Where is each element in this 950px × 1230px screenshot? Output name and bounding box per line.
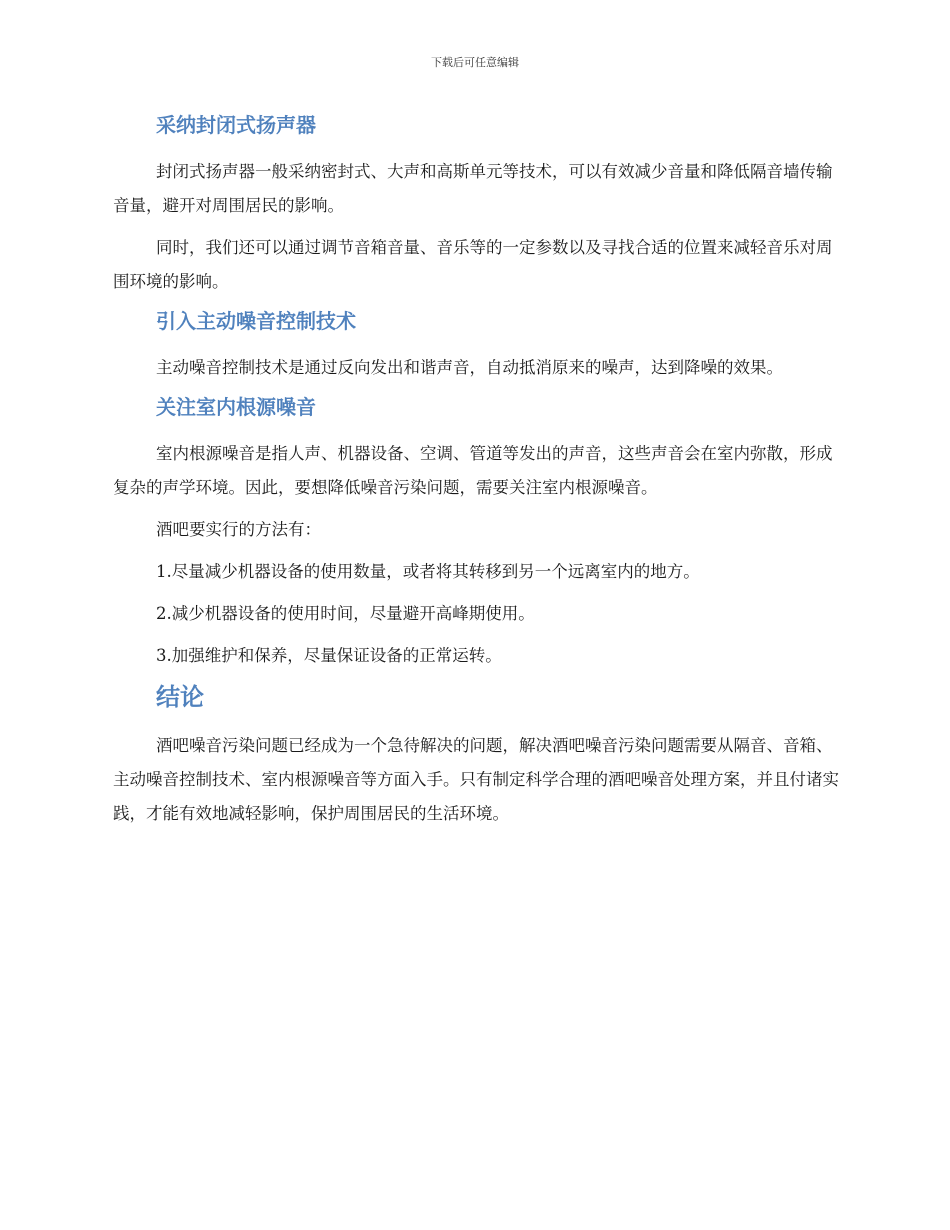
list-item: 2.减少机器设备的使用时间，尽量避开高峰期使用。: [156, 604, 535, 623]
paragraph: 酒吧噪音污染问题已经成为一个急待解决的问题，解决酒吧噪音污染问题需要从隔音、音箱、主动噪音控制技术、室内根源噪音等方面入手。只有制定科学合理的酒吧噪音处理方案，并且付诸实践，才能有效地减轻影响，保护周围居民的生活环境。: [113, 736, 839, 823]
section-heading-enclosed-speakers: 采纳封闭式扬声器: [156, 113, 316, 137]
paragraph: 封闭式扬声器一般采纳密封式、大声和高斯单元等技术，可以有效减少音量和降低隔音墙传输音量，避开对周围居民的影响。: [113, 162, 833, 215]
document-body: [113, 109, 843, 831]
paragraph: 主动噪音控制技术是通过反向发出和谐声音，自动抵消原来的噪声，达到降噪的效果。: [156, 358, 783, 377]
section-heading-active-noise-control: 引入主动噪音控制技术: [156, 309, 356, 333]
list-item: 1.尽量减少机器设备的使用数量，或者将其转移到另一个远离室内的地方。: [156, 562, 700, 581]
paragraph: 室内根源噪音是指人声、机器设备、空调、管道等发出的声音，这些声音会在室内弥散，形成复杂的声学环境。因此，要想降低噪音污染问题，需要关注室内根源噪音。: [113, 444, 833, 497]
paragraph: 酒吧要实行的方法有：: [156, 520, 321, 539]
section-heading-indoor-noise-sources: 关注室内根源噪音: [156, 395, 316, 419]
page-header-note: 下载后可任意编辑: [431, 56, 519, 69]
list-item: 3.加强维护和保养，尽量保证设备的正常运转。: [156, 646, 502, 665]
paragraph: 同时，我们还可以通过调节音箱音量、音乐等的一定参数以及寻找合适的位置来减轻音乐对周围环境的影响。: [113, 238, 833, 291]
section-heading-conclusion: 结论: [156, 683, 204, 711]
